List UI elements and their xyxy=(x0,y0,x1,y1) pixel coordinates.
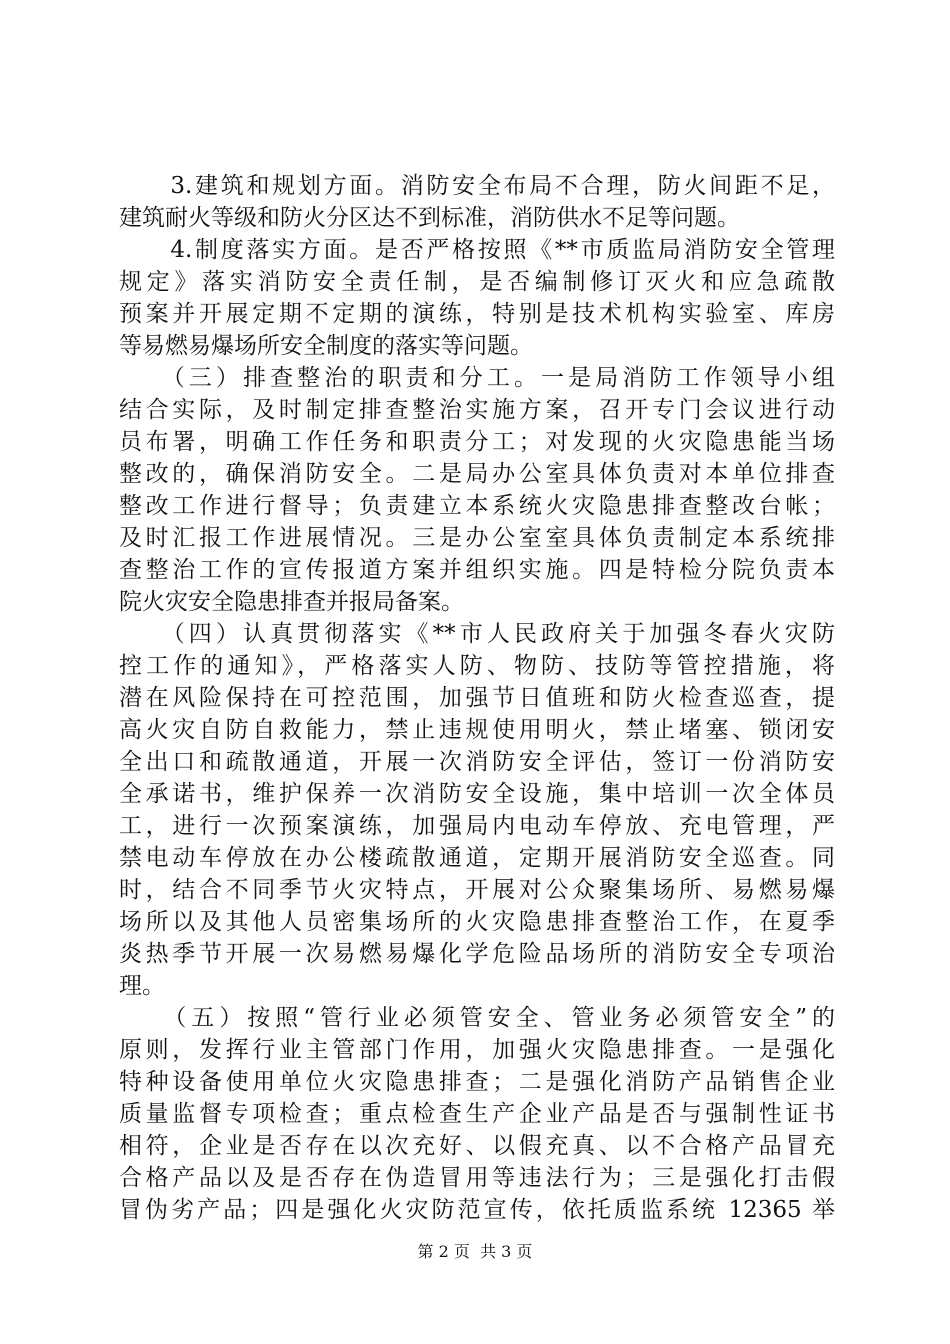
text-line: 合格产品以及是否存在伪造冒用等违法行为；三是强化打击假 xyxy=(119,1165,835,1191)
text-line: 潜在风险保持在可控范围，加强节日值班和防火检查巡查，提 xyxy=(119,685,835,711)
text-line: （五）按照“管行业必须管安全、管业务必须管安全”的 xyxy=(119,1005,835,1031)
text-line: 特种设备使用单位火灾隐患排查；二是强化消防产品销售企业 xyxy=(119,1069,835,1095)
text-line: （四）认真贯彻落实《**市人民政府关于加强冬春火灾防 xyxy=(119,621,835,647)
text-line: 控工作的通知》，严格落实人防、物防、技防等管控措施，将 xyxy=(119,653,835,679)
text-line: 整改的，确保消防安全。二是局办公室具体负责对本单位排查 xyxy=(119,461,835,487)
text-line: 冒伪劣产品；四是强化火灾防范宣传，依托质监系统 12365 举 xyxy=(119,1197,835,1223)
text-line: 高火灾自防自救能力，禁止违规使用明火，禁止堵塞、锁闭安 xyxy=(119,717,835,743)
text-line: 全出口和疏散通道，开展一次消防安全评估，签订一份消防安 xyxy=(119,749,835,775)
text-line: 等易燃易爆场所安全制度的落实等问题。 xyxy=(119,333,533,359)
text-line: 院火灾安全隐患排查并报局备案。 xyxy=(119,589,464,615)
text-line: 建筑耐火等级和防火分区达不到标准，消防供水不足等问题。 xyxy=(119,205,740,231)
text-line: 结合实际，及时制定排查整治实施方案，召开专门会议进行动 xyxy=(119,397,835,423)
text-line: 理。 xyxy=(119,973,165,999)
text-line: 3.建筑和规划方面。消防安全布局不合理，防火间距不足， xyxy=(119,173,835,199)
page-footer: 第 2 页 共 3 页 xyxy=(417,1242,533,1261)
text-line: 时，结合不同季节火灾特点，开展对公众聚集场所、易燃易爆 xyxy=(119,877,835,903)
text-line: 查整治工作的宣传报道方案并组织实施。四是特检分院负责本 xyxy=(119,557,835,583)
text-line: 整改工作进行督导；负责建立本系统火灾隐患排查整改台帐； xyxy=(119,493,835,519)
text-line: 员布署，明确工作任务和职责分工；对发现的火灾隐患能当场 xyxy=(119,429,835,455)
text-line: 规定》落实消防安全责任制，是否编制修订灭火和应急疏散 xyxy=(119,269,835,295)
text-line: 炎热季节开展一次易燃易爆化学危险品场所的消防安全专项治 xyxy=(119,941,835,967)
text-line: 禁电动车停放在办公楼疏散通道，定期开展消防安全巡查。同 xyxy=(119,845,835,871)
text-line: 场所以及其他人员密集场所的火灾隐患排查整治工作，在夏季 xyxy=(119,909,835,935)
text-line: 及时汇报工作进展情况。三是办公室室具体负责制定本系统排 xyxy=(119,525,835,551)
text-line: 质量监督专项检查；重点检查生产企业产品是否与强制性证书 xyxy=(119,1101,835,1127)
document-body xyxy=(119,170,835,1226)
text-line: 原则，发挥行业主管部门作用，加强火灾隐患排查。一是强化 xyxy=(119,1037,835,1063)
text-line: 预案并开展定期不定期的演练，特别是技术机构实验室、库房 xyxy=(119,301,835,327)
text-line: 全承诺书，维护保养一次消防安全设施，集中培训一次全体员 xyxy=(119,781,835,807)
text-line: 4.制度落实方面。是否严格按照《**市质监局消防安全管理 xyxy=(119,237,835,263)
text-line: （三）排查整治的职责和分工。一是局消防工作领导小组 xyxy=(119,365,835,391)
text-line: 相符，企业是否存在以次充好、以假充真、以不合格产品冒充 xyxy=(119,1133,835,1159)
text-line: 工，进行一次预案演练，加强局内电动车停放、充电管理，严 xyxy=(119,813,835,839)
